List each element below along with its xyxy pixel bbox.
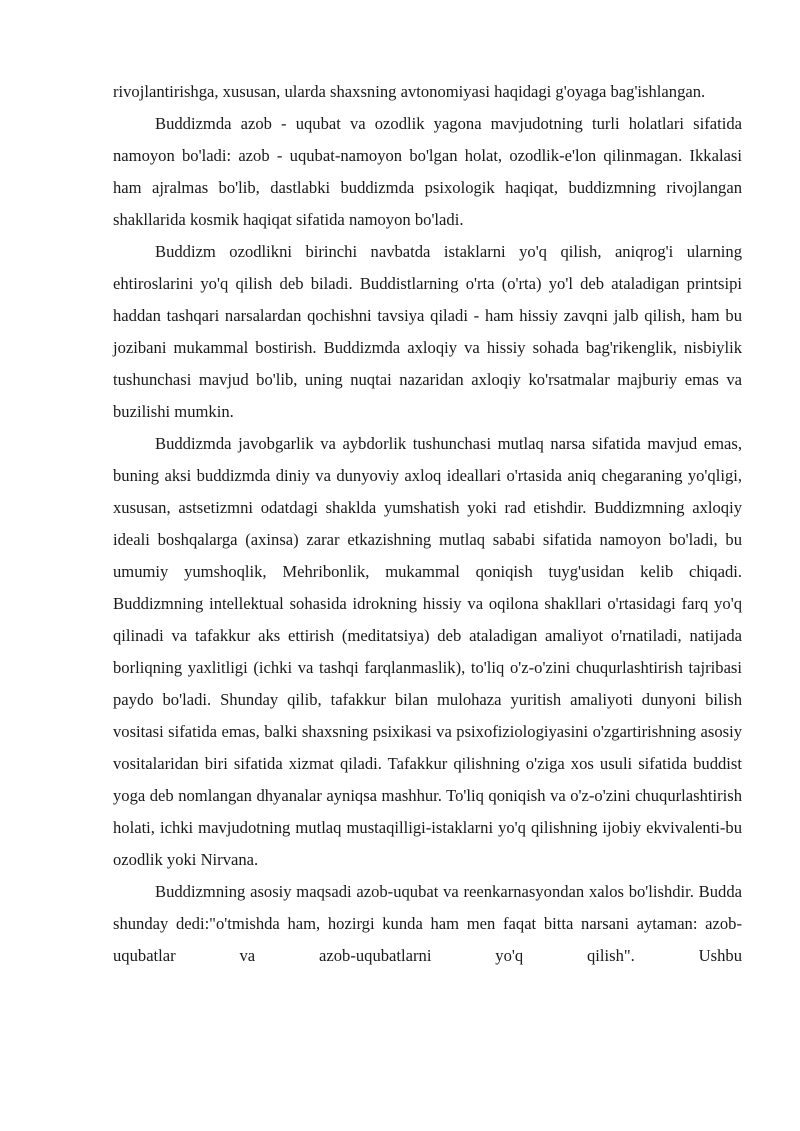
paragraph-1: rivojlantirishga, xususan, ularda shaxsning avtonomiyasi haqidagi g'oyaga bag'ishlangan.: [113, 82, 706, 101]
paragraph-4: Buddizmda javobgarlik va aybdorlik tushunchasi mutlaq narsa sifatida mavjud emas, buning aksi buddizmda diniy va dunyoviy axloq ideallari o'rtasida aniq chegaraning yo'qligi, xususan, astsetizmni odatdagi shaklda yumshatish yoki rad etishdir. Buddizmning axloqiy ideali boshqalarga (axinsa) zarar etkazishning mutlaq sababi sifatida namoyon bo'ladi, bu umumiy yumshoqlik, Mehribonlik, mukammal qoniqish tuyg'usidan kelib chiqadi. Buddizmning intellektual sohasida idrokning hissiy va oqilona shakllari o'rtasidagi farq yo'q qilinadi va tafakkur aks ettirish (meditatsiya) deb ataladigan amaliyot o'rnatiladi, natijada borliqning yaxlitligi (ichki va tashqi farqlanmaslik), to'liq o'z-o'zini chuqurlashtirish tajribasi paydo bo'ladi. Shunday qilib, tafakkur bilan mulohaza yuritish amaliyoti dunyoni bilish vositasi sifatida emas, balki shaxsning psixikasi va psixofiziologiyasini o'zgartirishning asosiy vositalaridan biri sifatida xizmat qiladi. Tafakkur qilishning o'ziga xos usuli sifatida buddist yoga deb nomlangan dhyanalar ayniqsa mashhur. To'liq qoniqish va o'z-o'zini chuqurlashtirish holati, ichki mavjudotning mutlaq mustaqilligi-istaklarni yo'q qilishning ijobiy ekvivalenti-bu ozodlik yoki Nirvana.: [113, 434, 742, 869]
paragraph-3: Buddizm ozodlikni birinchi navbatda istaklarni yo'q qilish, aniqrog'i ularning ehtiroslarini yo'q qilish deb biladi. Buddistlarning o'rta (o'rta) yo'l deb ataladigan printsipi haddan tashqari narsalardan qochishni tavsiya qiladi - ham hissiy zavqni jalb qilish, ham bu jozibani mukammal bostirish. Buddizmda axloqiy va hissiy sohada bag'rikenglik, nisbiylik tushunchasi mavjud bo'lib, uning nuqtai nazaridan axloqiy ko'rsatmalar majburiy emas va buzilishi mumkin.: [113, 242, 742, 421]
paragraph-2: Buddizmda azob - uqubat va ozodlik yagona mavjudotning turli holatlari sifatida namoyon bo'ladi: azob - uqubat-namoyon bo'lgan holat, ozodlik-e'lon qilinmagan. Ikkalasi ham ajralmas bo'lib, dastlabki buddizmda psixologik haqiqat, buddizmning rivojlangan shakllarida kosmik haqiqat sifatida namoyon bo'ladi.: [113, 114, 742, 229]
paragraph-5: Buddizmning asosiy maqsadi azob-uqubat va reenkarnasyondan xalos bo'lishdir. Budda shunday dedi:"o'tmishda ham, hozirgi kunda ham men faqat bitta narsani aytaman: azob-uqubatlar va azob-uqubatlarni yo'q qilish". Ushbu: [113, 882, 742, 965]
document-page: [113, 76, 742, 972]
